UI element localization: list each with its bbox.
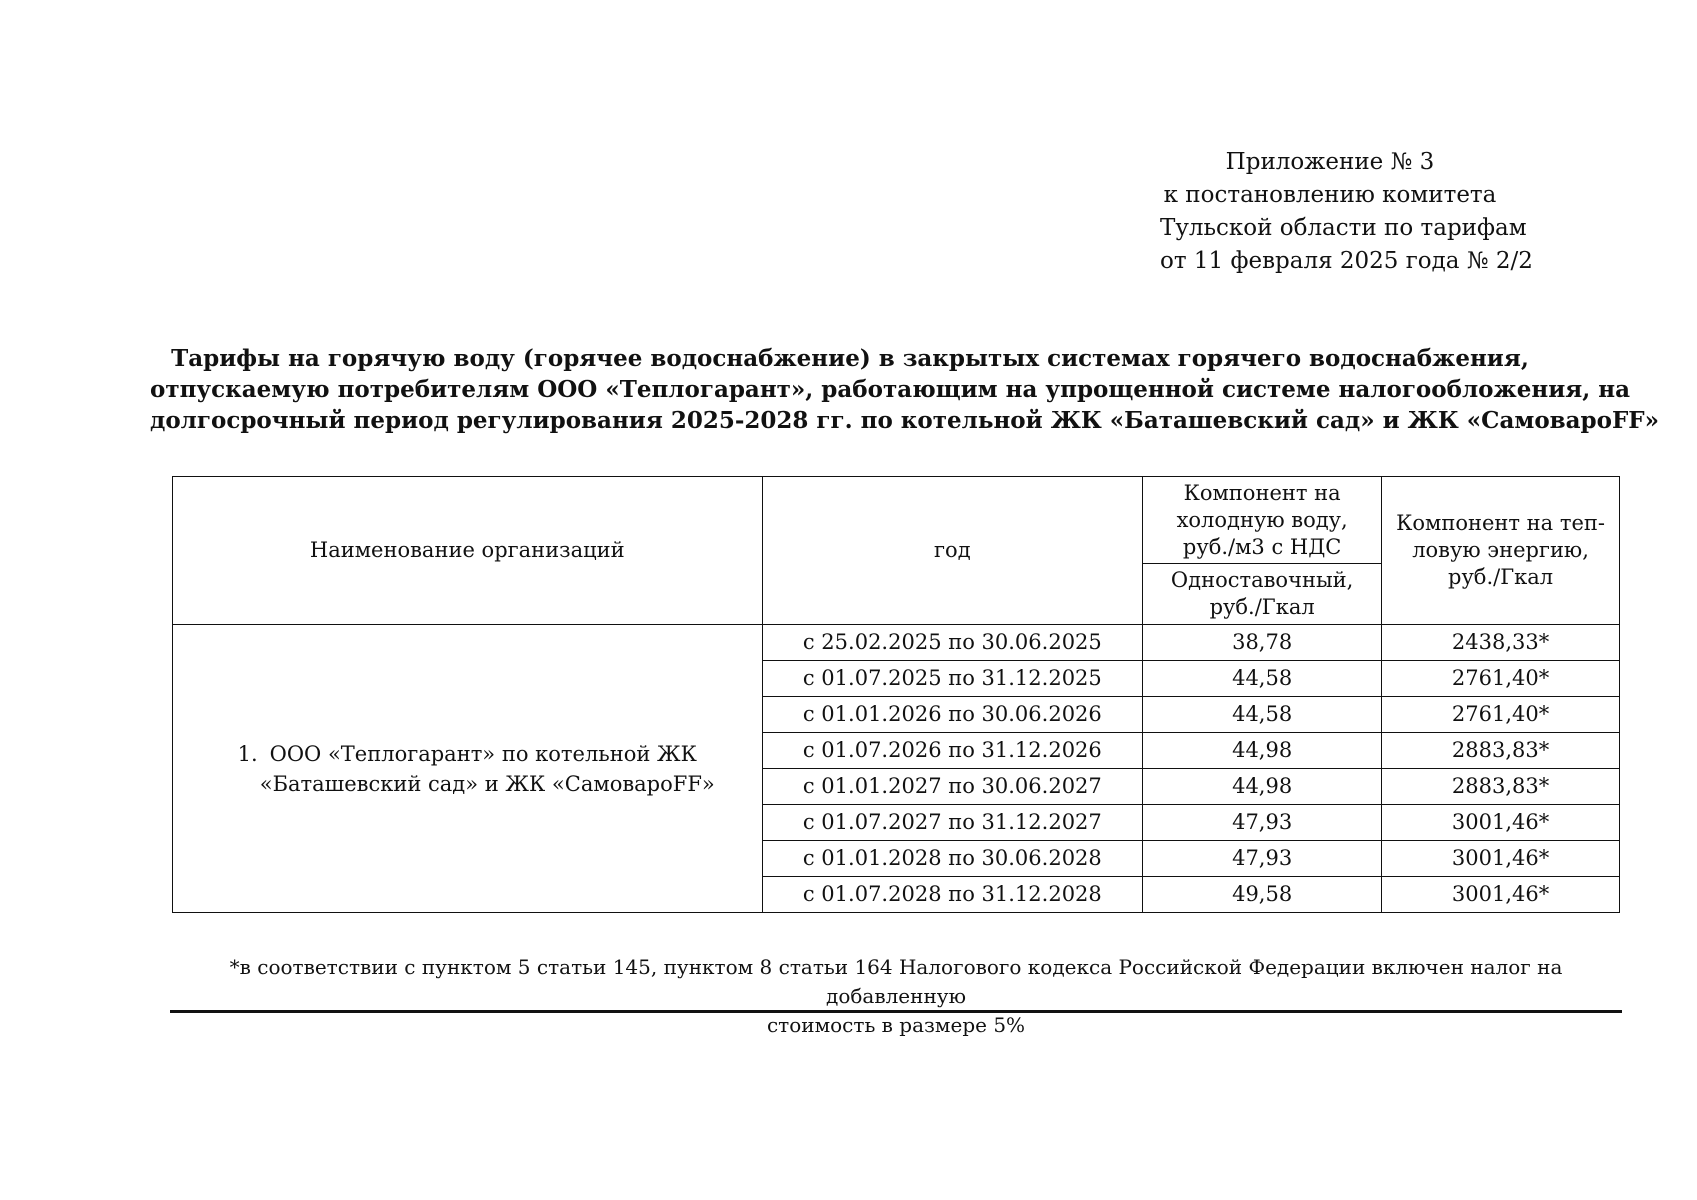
header-cold-line-3: руб./м3 с НДС <box>1182 534 1342 559</box>
header-single-line-2: руб./Гкал <box>1209 595 1315 619</box>
header-cold-water <box>1143 477 1382 564</box>
appendix-line-3: Тульской области по тарифам <box>1160 215 1527 241</box>
footnote-rule <box>170 1010 1622 1013</box>
period-cell: с 01.07.2026 по 31.12.2026 <box>762 733 1143 769</box>
header-org-label: Наименование организаций <box>309 538 625 562</box>
heat-energy-cell: 2438,33* <box>1382 625 1620 661</box>
appendix-line-2: к постановлению комитета <box>1163 182 1497 208</box>
organization-name-line-1: ООО «Теплогарант» по котельной ЖК <box>269 741 697 766</box>
heat-energy-cell: 3001,46* <box>1382 877 1620 913</box>
header-cold-line-1: Компонент на <box>1183 480 1341 505</box>
heat-energy-cell: 3001,46* <box>1382 805 1620 841</box>
appendix-line-1: Приложение № 3 <box>1225 149 1435 175</box>
appendix-line-4: от 11 февраля 2025 года № 2/2 <box>1160 248 1533 274</box>
heat-energy-cell: 2883,83* <box>1382 769 1620 805</box>
header-cold-line-2: холодную воду, <box>1176 507 1348 532</box>
cold-water-cell: 44,98 <box>1143 733 1382 769</box>
cold-water-cell: 47,93 <box>1143 805 1382 841</box>
cold-water-cell: 47,93 <box>1143 841 1382 877</box>
organization-number: 1. <box>237 741 258 766</box>
footnote-line-1: *в соответствии с пунктом 5 статьи 145, пунктом 8 статьи 164 Налогового кодекса Российской Федерации включен налог на добавленную <box>229 955 1563 1008</box>
header-year-label: год <box>934 538 971 562</box>
cold-water-cell: 49,58 <box>1143 877 1382 913</box>
document-title <box>150 343 1660 436</box>
period-cell: с 01.07.2025 по 31.12.2025 <box>762 661 1143 697</box>
organization-cell <box>173 625 763 913</box>
title-line-2: отпускаемую потребителям ООО «Теплогарант», работающим на упрощенной системе налогообложения, на <box>150 376 1630 403</box>
organization-name-line-2: «Баташевский сад» и ЖК «СамовароFF» <box>259 771 715 796</box>
heat-energy-cell: 3001,46* <box>1382 841 1620 877</box>
heat-energy-cell: 2761,40* <box>1382 661 1620 697</box>
period-cell: с 25.02.2025 по 30.06.2025 <box>762 625 1143 661</box>
header-single-line-1: Одноставочный, <box>1170 568 1354 592</box>
footnote-line-2: стоимость в размере 5% <box>766 1013 1026 1037</box>
tariff-table <box>172 476 1620 913</box>
header-heat-line-3: руб./Гкал <box>1448 565 1554 589</box>
title-line-1: Тарифы на горячую воду (горячее водоснабжение) в закрытых системах горячего водоснабжения, <box>171 345 1529 372</box>
header-org <box>173 477 763 625</box>
footnote <box>172 953 1620 1040</box>
appendix-header <box>1160 146 1533 278</box>
period-cell: с 01.01.2027 по 30.06.2027 <box>762 769 1143 805</box>
header-single-rate <box>1143 564 1382 625</box>
cold-water-cell: 44,58 <box>1143 697 1382 733</box>
table-row <box>173 625 1620 661</box>
period-cell: с 01.01.2028 по 30.06.2028 <box>762 841 1143 877</box>
title-line-3: долгосрочный период регулирования 2025-2028 гг. по котельной ЖК «Баташевский сад» и ЖК «СамовароFF» <box>150 407 1660 434</box>
period-cell: с 01.01.2026 по 30.06.2026 <box>762 697 1143 733</box>
header-heat-line-1: Компонент на теп- <box>1396 511 1606 535</box>
cold-water-cell: 44,58 <box>1143 661 1382 697</box>
header-row <box>173 477 1620 564</box>
cold-water-cell: 44,98 <box>1143 769 1382 805</box>
cold-water-cell: 38,78 <box>1143 625 1382 661</box>
heat-energy-cell: 2883,83* <box>1382 733 1620 769</box>
header-heat-energy <box>1382 477 1620 625</box>
heat-energy-cell: 2761,40* <box>1382 697 1620 733</box>
header-year <box>762 477 1143 625</box>
period-cell: с 01.07.2027 по 31.12.2027 <box>762 805 1143 841</box>
header-heat-line-2: ловую энергию, <box>1412 538 1589 562</box>
period-cell: с 01.07.2028 по 31.12.2028 <box>762 877 1143 913</box>
